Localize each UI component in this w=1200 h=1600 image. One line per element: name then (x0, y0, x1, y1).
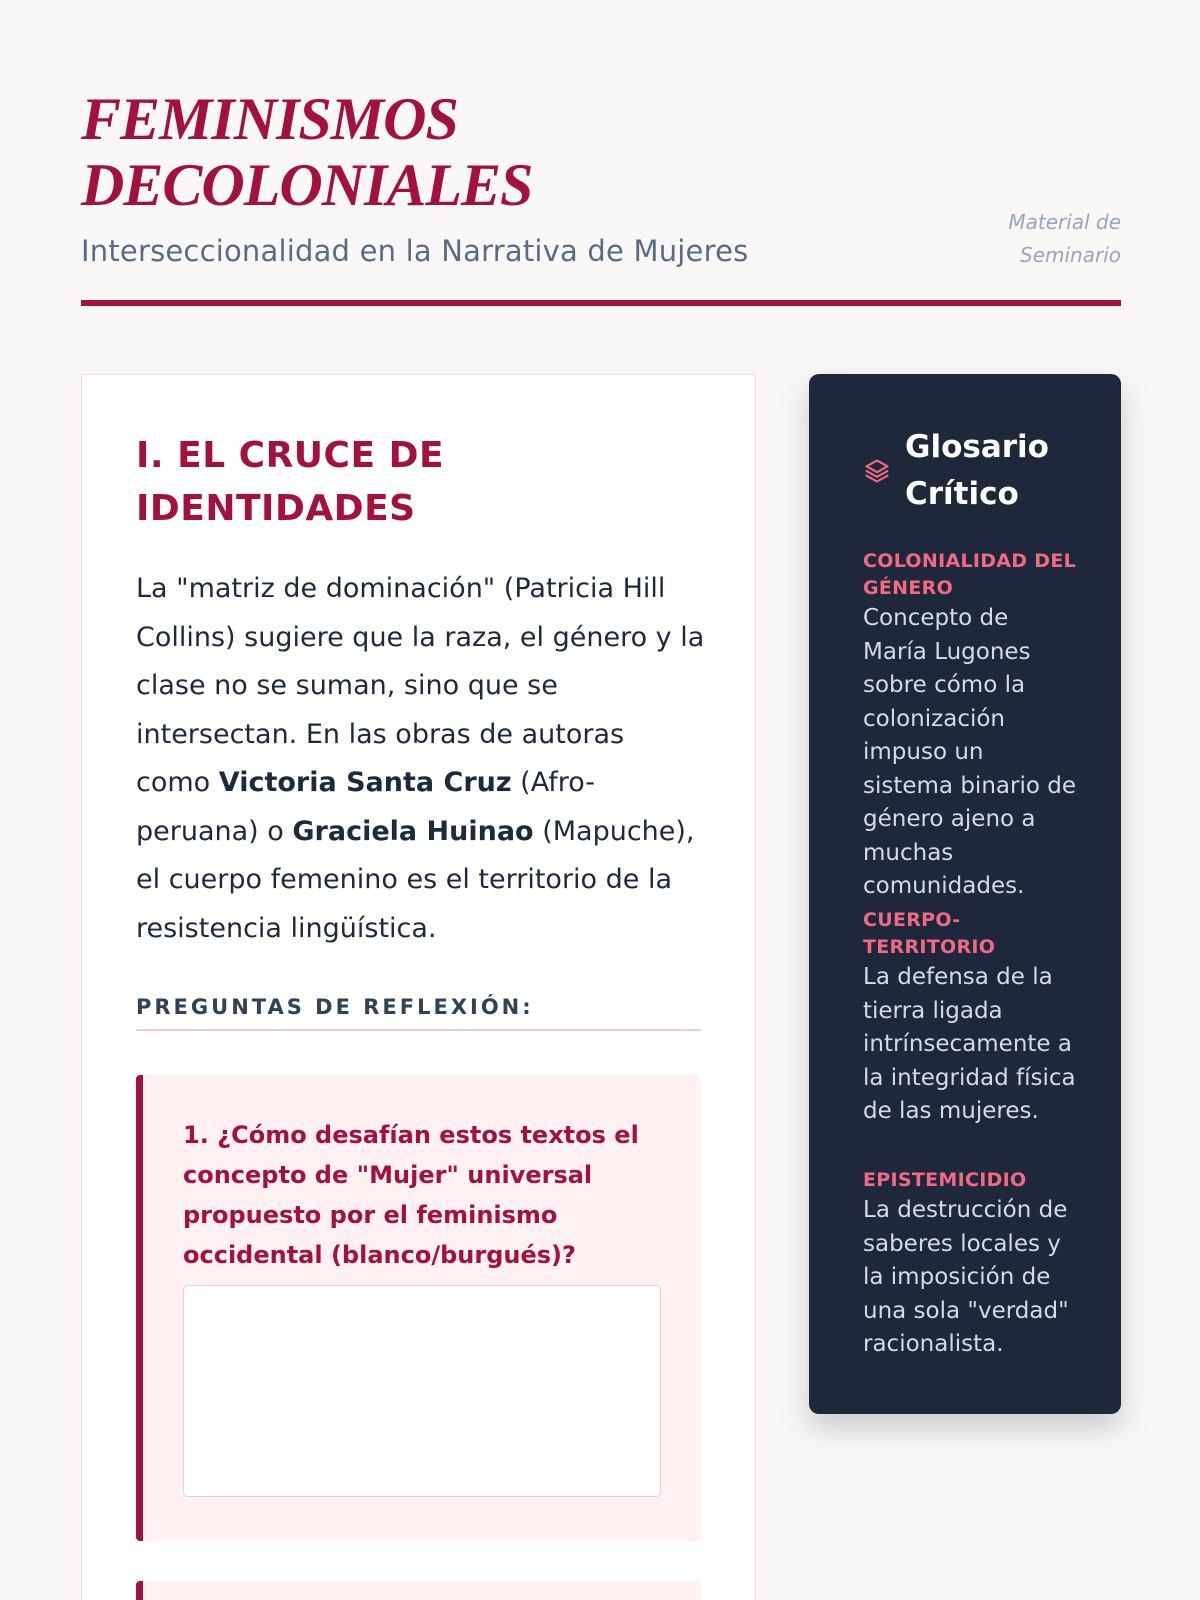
glossary-term (863, 907, 1078, 1129)
question-card-1 (136, 1075, 701, 1541)
term-definition: Concepto de María Lugones sobre cómo la colonización impuso un sistema binario de género ajeno a muchas comunidades. (863, 605, 1076, 899)
intro-text-2: (Afro-peruana) o (136, 767, 595, 847)
page-subtitle: Interseccionalidad en la Narrativa de Mujeres (81, 234, 749, 268)
intro-text-3: (Mapuche), el cuerpo femenino es el territorio de la resistencia lingüística. (136, 815, 695, 944)
author-graciela-huinao: Graciela Huinao (292, 815, 534, 847)
section-title: I. EL CRUCE DE IDENTIDADES (136, 435, 445, 529)
content-card (81, 374, 756, 1600)
material-label (981, 206, 1121, 272)
glossary-term (863, 1167, 1078, 1362)
header-divider (81, 300, 1121, 306)
term-definition: La defensa de la tierra ligada intrínsecamente a la integridad física de las mujeres. (863, 964, 1076, 1124)
term-name: CUERPO-TERRITORIO (863, 909, 996, 958)
question-card-2 (136, 1581, 701, 1600)
material-label-text: Material de Seminario (1008, 210, 1121, 267)
questions-heading: PREGUNTAS DE REFLEXIÓN: (136, 995, 701, 1031)
intro-text-1: La "matriz de dominación" (Patricia Hill Collins) sugiere que la raza, el género y la clase no se suman, sino que se intersectan. En las obras de autoras como (136, 573, 705, 798)
glossary-title: Glosario Crítico (905, 429, 1049, 512)
term-name: EPISTEMICIDIO (863, 1169, 1027, 1191)
term-name: COLONIALIDAD DEL GÉNERO (863, 550, 1077, 599)
term-definition: La destrucción de saberes locales y la imposición de una sola "verdad" racionalista. (863, 1197, 1069, 1357)
layers-icon (863, 457, 891, 485)
glossary-term (863, 548, 1078, 904)
glossary-header (863, 424, 1065, 518)
answer-textarea-1[interactable] (183, 1285, 661, 1497)
page-header (81, 86, 1121, 268)
glossary-panel (809, 374, 1121, 1414)
author-victoria-santa-cruz: Victoria Santa Cruz (218, 767, 512, 798)
intro-paragraph (136, 565, 706, 953)
question-text-1: 1. ¿Cómo desafían estos textos el concepto de "Mujer" universal propuesto por el feminismo occidental (blanco/burgués)? (183, 1121, 639, 1269)
page-title: FEMINISMOS DECOLONIALES (81, 86, 533, 218)
